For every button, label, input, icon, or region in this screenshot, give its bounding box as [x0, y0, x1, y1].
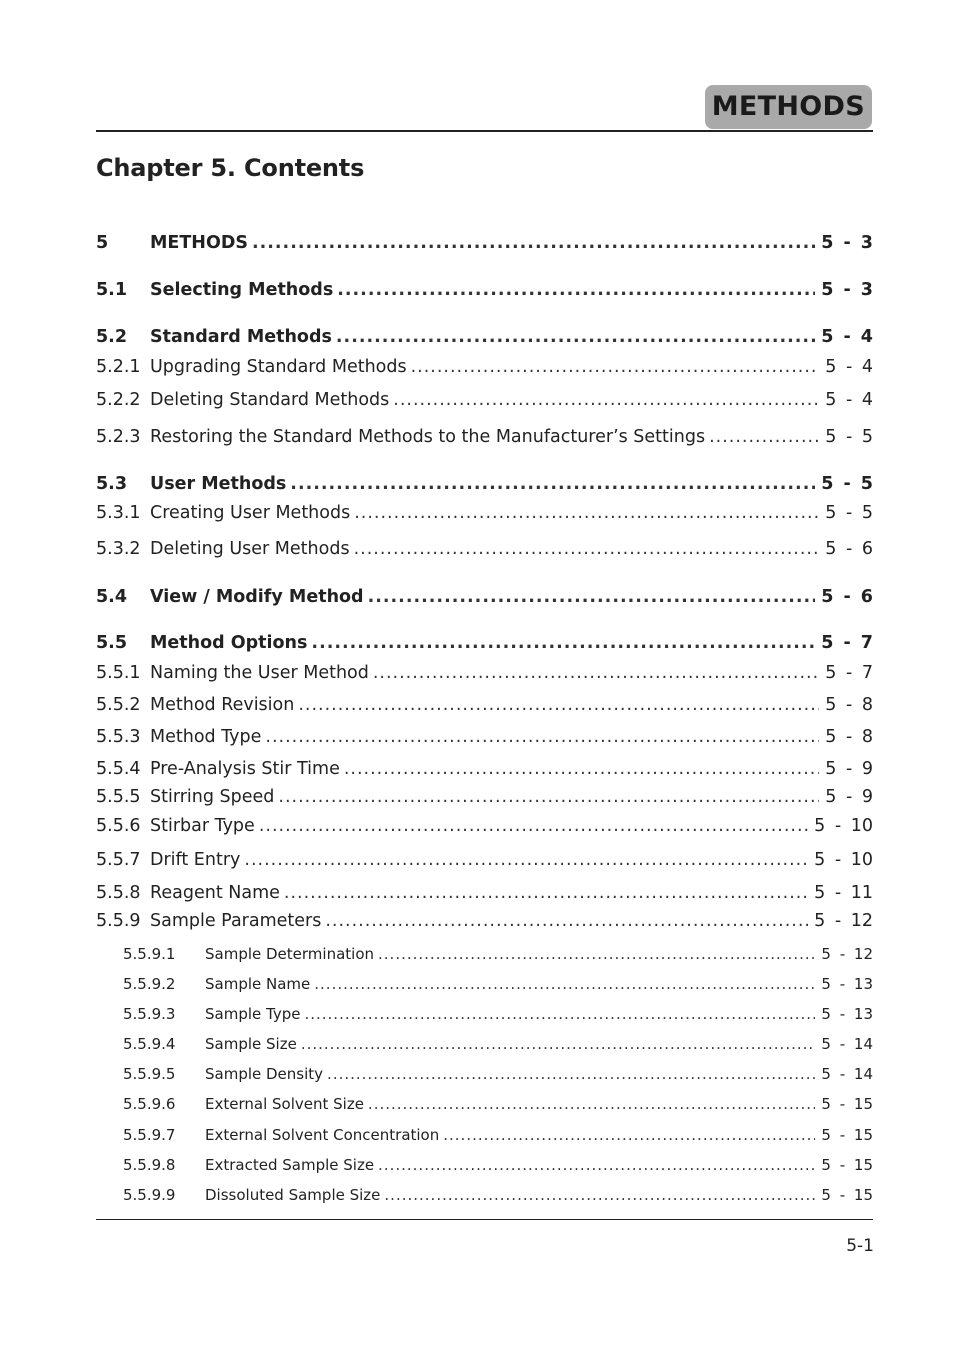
toc-title: Sample Size — [205, 1035, 297, 1053]
toc-page: 5 - 6 — [825, 539, 873, 559]
toc-number: 5.3.2 — [96, 539, 141, 559]
leader-dots — [368, 1095, 815, 1113]
toc-title: METHODS — [150, 233, 248, 253]
toc-number: 5.5.9.6 — [123, 1095, 176, 1113]
toc-entry[interactable] — [96, 233, 873, 253]
leader-dots — [327, 1065, 815, 1083]
leader-dots — [443, 1126, 815, 1144]
toc-number: 5.5.2 — [96, 695, 141, 715]
toc-entry[interactable] — [96, 911, 873, 931]
toc-number: 5.3 — [96, 474, 128, 494]
toc-page: 5 - 7 — [821, 633, 873, 653]
toc-page: 5 - 4 — [825, 357, 873, 377]
leader-dots — [393, 390, 819, 410]
leader-dots — [384, 1186, 815, 1204]
toc-title: Sample Determination — [205, 945, 375, 963]
toc-page: 5 - 9 — [825, 787, 873, 807]
toc-entry[interactable] — [96, 695, 873, 715]
leader-dots — [354, 539, 820, 559]
toc-entry[interactable] — [123, 1156, 873, 1174]
leader-dots — [298, 695, 819, 715]
toc-page: 5 - 3 — [821, 233, 873, 253]
toc-title: Reagent Name — [150, 883, 280, 903]
toc-title: Sample Type — [205, 1005, 301, 1023]
toc-number: 5.2.1 — [96, 357, 141, 377]
toc-page: 5 - 12 — [821, 945, 873, 963]
leader-dots — [311, 633, 815, 653]
toc-number: 5.5.6 — [96, 816, 141, 836]
toc-title: External Solvent Concentration — [205, 1126, 440, 1144]
toc-page: 5 - 13 — [821, 1005, 873, 1023]
leader-dots — [354, 503, 819, 523]
page-number: 5-1 — [846, 1236, 874, 1256]
toc-number: 5.5.9.8 — [123, 1156, 176, 1174]
toc-entry[interactable] — [96, 474, 873, 494]
toc-number: 5.5.7 — [96, 850, 141, 870]
toc-entry[interactable] — [96, 357, 873, 377]
leader-dots — [290, 474, 815, 494]
toc-title: Extracted Sample Size — [205, 1156, 375, 1174]
chapter-title: Chapter 5. Contents — [96, 154, 365, 182]
toc-title: Upgrading Standard Methods — [150, 357, 407, 377]
toc-entry[interactable] — [96, 280, 873, 300]
toc-number: 5.4 — [96, 587, 128, 607]
toc-title: Method Revision — [150, 695, 295, 715]
toc-page: 5 - 8 — [825, 695, 873, 715]
toc-page: 5 - 14 — [821, 1065, 873, 1083]
leader-dots — [314, 975, 815, 993]
leader-dots — [259, 816, 808, 836]
leader-dots — [709, 427, 819, 447]
toc-entry[interactable] — [123, 1095, 873, 1113]
toc-title: Creating User Methods — [150, 503, 351, 523]
toc-title: Restoring the Standard Methods to the Manufacturer’s Settings — [150, 427, 706, 447]
toc-title: Naming the User Method — [150, 663, 369, 683]
leader-dots — [344, 759, 819, 779]
toc-number: 5.5.3 — [96, 727, 141, 747]
toc-title: Dissoluted Sample Size — [205, 1186, 381, 1204]
toc-page: 5 - 5 — [825, 427, 873, 447]
toc-page: 5 - 13 — [821, 975, 873, 993]
toc-title: Method Options — [150, 633, 308, 653]
toc-page: 5 - 8 — [825, 727, 873, 747]
toc-entry[interactable] — [123, 1186, 873, 1204]
leader-dots — [373, 663, 819, 683]
toc-page: 5 - 12 — [814, 911, 873, 931]
toc-entry[interactable] — [96, 759, 873, 779]
leader-dots — [337, 280, 815, 300]
toc-entry[interactable] — [96, 850, 873, 870]
toc-number: 5.5.1 — [96, 663, 141, 683]
toc-title: Selecting Methods — [150, 280, 334, 300]
toc-number: 5.5.9.5 — [123, 1065, 176, 1083]
toc-title: Standard Methods — [150, 327, 332, 347]
toc-number: 5.3.1 — [96, 503, 141, 523]
toc-title: Deleting User Methods — [150, 539, 350, 559]
toc-title: Method Type — [150, 727, 262, 747]
toc-number: 5.2.2 — [96, 390, 141, 410]
toc-entry[interactable] — [96, 787, 873, 807]
leader-dots — [301, 1035, 816, 1053]
header-rule — [96, 130, 873, 132]
toc-entry[interactable] — [96, 390, 873, 410]
toc-title: External Solvent Size — [205, 1095, 364, 1113]
toc-title: Pre-Analysis Stir Time — [150, 759, 340, 779]
toc-number: 5.5.5 — [96, 787, 141, 807]
toc-number: 5.1 — [96, 280, 128, 300]
leader-dots — [265, 727, 819, 747]
toc-page: 5 - 6 — [821, 587, 873, 607]
toc-title: Stirbar Type — [150, 816, 255, 836]
toc-title: User Methods — [150, 474, 287, 494]
toc-entry[interactable] — [96, 883, 873, 903]
toc-number: 5.5.9.4 — [123, 1035, 176, 1053]
toc-page: 5 - 15 — [821, 1156, 873, 1174]
toc-title: Drift Entry — [150, 850, 241, 870]
toc-page: 5 - 3 — [821, 280, 873, 300]
leader-dots — [252, 233, 815, 253]
toc-page: 5 - 4 — [821, 327, 873, 347]
toc-number: 5.2 — [96, 327, 128, 347]
leader-dots — [325, 911, 808, 931]
toc-title: Sample Density — [205, 1065, 324, 1083]
toc-page: 5 - 15 — [821, 1095, 873, 1113]
toc-entry[interactable] — [123, 975, 873, 993]
toc-page: 5 - 7 — [825, 663, 873, 683]
toc-entry[interactable] — [123, 1035, 873, 1053]
toc-title: View / Modify Method — [150, 587, 364, 607]
toc-entry[interactable] — [96, 587, 873, 607]
toc-number: 5.5.9.2 — [123, 975, 176, 993]
leader-dots — [378, 945, 815, 963]
leader-dots — [411, 357, 820, 377]
leader-dots — [284, 883, 808, 903]
toc-entry[interactable] — [96, 327, 873, 347]
toc-number: 5.5.9.1 — [123, 945, 176, 963]
leader-dots — [304, 1005, 815, 1023]
toc-number: 5.5.9 — [96, 911, 141, 931]
toc-entry[interactable] — [96, 816, 873, 836]
toc-entry[interactable] — [123, 1126, 873, 1144]
toc-page: 5 - 9 — [825, 759, 873, 779]
toc-number: 5 — [96, 233, 109, 253]
toc-entry[interactable] — [96, 633, 873, 653]
toc-entry[interactable] — [96, 539, 873, 559]
toc-entry[interactable] — [96, 663, 873, 683]
toc-title: Stirring Speed — [150, 787, 275, 807]
toc-entry[interactable] — [123, 1005, 873, 1023]
toc-number: 5.5.4 — [96, 759, 141, 779]
toc-page: 5 - 5 — [825, 503, 873, 523]
toc-number: 5.5.9.3 — [123, 1005, 176, 1023]
toc-number: 5.5.8 — [96, 883, 141, 903]
toc-title: Sample Parameters — [150, 911, 322, 931]
leader-dots — [336, 327, 815, 347]
toc-page: 5 - 5 — [821, 474, 873, 494]
toc-number: 5.5.9.9 — [123, 1186, 176, 1204]
toc-entry[interactable] — [96, 503, 873, 523]
footer-rule — [96, 1219, 873, 1220]
leader-dots — [244, 850, 808, 870]
toc-page: 5 - 14 — [821, 1035, 873, 1053]
toc-title: Sample Name — [205, 975, 311, 993]
toc-entry[interactable] — [123, 1065, 873, 1083]
toc-number: 5.5.9.7 — [123, 1126, 176, 1144]
toc-page: 5 - 10 — [814, 816, 873, 836]
toc-entry[interactable] — [123, 945, 873, 963]
toc-entry[interactable] — [96, 427, 873, 447]
leader-dots — [278, 787, 819, 807]
toc-page: 5 - 10 — [814, 850, 873, 870]
toc-page: 5 - 4 — [825, 390, 873, 410]
toc-page: 5 - 11 — [814, 883, 873, 903]
toc-entry[interactable] — [96, 727, 873, 747]
toc-number: 5.5 — [96, 633, 128, 653]
toc-page: 5 - 15 — [821, 1186, 873, 1204]
leader-dots — [378, 1156, 815, 1174]
leader-dots — [368, 587, 816, 607]
section-badge: METHODS — [705, 85, 872, 129]
toc-title: Deleting Standard Methods — [150, 390, 390, 410]
toc-number: 5.2.3 — [96, 427, 141, 447]
toc-page: 5 - 15 — [821, 1126, 873, 1144]
